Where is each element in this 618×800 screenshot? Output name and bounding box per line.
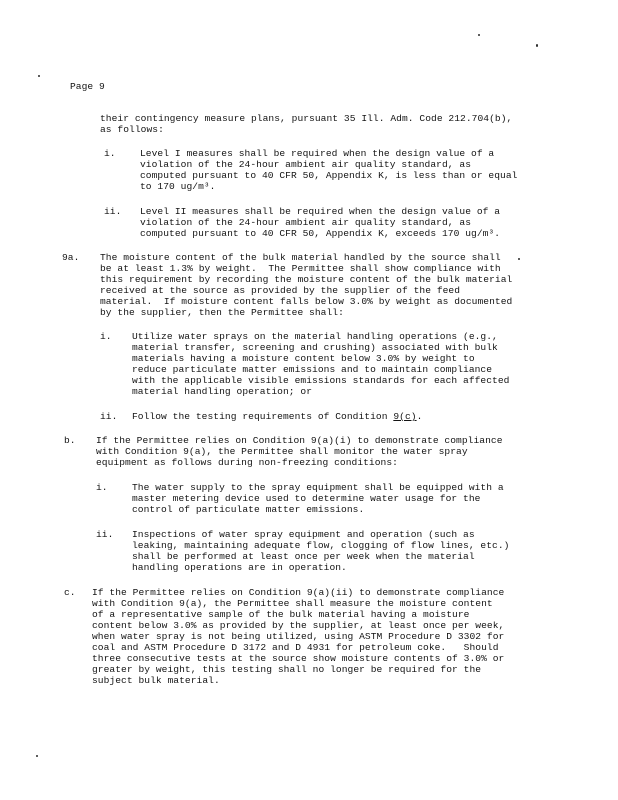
page-number: Page 9 bbox=[70, 81, 105, 92]
condition-9a-item-i-line: material transfer, screening and crushing) associated with bulk bbox=[132, 342, 498, 353]
condition-9a-line: received at the source as provided by the supplier of the feed bbox=[100, 285, 461, 296]
condition-c-line: of a representative sample of the bulk material having a moisture bbox=[92, 609, 470, 620]
condition-b-line: equipment as follows during non-freezing conditions: bbox=[96, 457, 398, 468]
condition-9a-item-i-line: material handling operation; or bbox=[132, 386, 313, 397]
condition-9a-item-i-line: Utilize water sprays on the material handling operations (e.g., bbox=[132, 331, 498, 342]
condition-9a-marker: 9a. bbox=[62, 252, 80, 263]
condition-b-item-ii-line: leaking, maintaining adequate flow, clogging of flow lines, etc.) bbox=[132, 540, 510, 551]
scan-speck bbox=[536, 44, 538, 47]
level-i-marker: i. bbox=[104, 148, 116, 159]
condition-c-line: coal and ASTM Procedure D 3172 and D 4931 for petroleum coke. Should bbox=[92, 642, 499, 653]
condition-b-item-i-line: control of particulate matter emissions. bbox=[132, 504, 365, 515]
condition-c-line: greater by weight, this testing shall no longer be required for the bbox=[92, 664, 482, 675]
level-ii-marker: ii. bbox=[104, 206, 122, 217]
condition-9a-item-ii-line bbox=[132, 411, 422, 422]
level-i-line: computed pursuant to 40 CFR 50, Appendix K, is less than or equal bbox=[140, 170, 518, 181]
scan-speck bbox=[38, 75, 40, 77]
condition-b-line: with Condition 9(a), the Permittee shall monitor the water spray bbox=[96, 446, 468, 457]
condition-b-item-ii-line: shall be performed at least once per week when the material bbox=[132, 551, 475, 562]
condition-c-line: subject bulk material. bbox=[92, 675, 220, 686]
condition-9a-line: by the supplier, then the Permittee shall: bbox=[100, 307, 344, 318]
condition-b-item-ii-marker: ii. bbox=[96, 529, 114, 540]
condition-b-item-i-line: master metering device used to determine water usage for the bbox=[132, 493, 481, 504]
level-ii-line: Level II measures shall be required when the design value of a bbox=[140, 206, 501, 217]
condition-9a-line: this requirement by recording the moisture content of the bulk material bbox=[100, 274, 513, 285]
condition-c-line: If the Permittee relies on Condition 9(a)(ii) to demonstrate compliance bbox=[92, 587, 505, 598]
condition-9a-item-ii-end: . bbox=[416, 411, 423, 422]
level-i-line: violation of the 24-hour ambient air quality standard, as bbox=[140, 159, 472, 170]
condition-b-line: If the Permittee relies on Condition 9(a)(i) to demonstrate compliance bbox=[96, 435, 503, 446]
condition-b-item-ii-line: Inspections of water spray equipment and operation (such as bbox=[132, 529, 475, 540]
condition-c-line: three consecutive tests at the source show moisture contents of 3.0% or bbox=[92, 653, 505, 664]
condition-9c-reference: 9(c) bbox=[393, 411, 417, 422]
condition-c-line: when water spray is not being utilized, using ASTM Procedure D 3302 for bbox=[92, 631, 505, 642]
condition-9a-line: be at least 1.3% by weight. The Permittee shall show compliance with bbox=[100, 263, 501, 274]
condition-9a-item-i-line: with the applicable visible emissions standards for each affected bbox=[132, 375, 510, 386]
level-i-line: Level I measures shall be required when the design value of a bbox=[140, 148, 495, 159]
condition-b-item-ii-line: handling operations are in operation. bbox=[132, 562, 347, 573]
condition-c-line: content below 3.0% as provided by the supplier, at least once per week, bbox=[92, 620, 505, 631]
condition-9a-item-i-marker: i. bbox=[100, 331, 112, 342]
intro-line: as follows: bbox=[100, 124, 164, 135]
condition-9a-item-i-line: materials having a moisture content below 3.0% by weight to bbox=[132, 353, 475, 364]
scan-speck bbox=[36, 755, 38, 757]
condition-9a-line: The moisture content of the bulk material handled by the source shall bbox=[100, 252, 501, 263]
condition-9a-item-ii-text: Follow the testing requirements of Condition bbox=[132, 411, 394, 422]
condition-9a-item-ii-marker: ii. bbox=[100, 411, 118, 422]
scan-speck bbox=[478, 34, 480, 36]
condition-b-item-i-marker: i. bbox=[96, 482, 108, 493]
level-ii-line: computed pursuant to 40 CFR 50, Appendix K, exceeds 170 ug/m³. bbox=[140, 228, 501, 239]
condition-b-item-i-line: The water supply to the spray equipment shall be equipped with a bbox=[132, 482, 504, 493]
condition-9a-item-i-line: reduce particulate matter emissions and to maintain compliance bbox=[132, 364, 493, 375]
level-ii-line: violation of the 24-hour ambient air quality standard, as bbox=[140, 217, 472, 228]
scan-speck bbox=[518, 258, 520, 260]
condition-c-line: with Condition 9(a), the Permittee shall measure the moisture content bbox=[92, 598, 493, 609]
level-i-line: to 170 ug/m³. bbox=[140, 181, 216, 192]
condition-9a-line: material. If moisture content falls below 3.0% by weight as documented bbox=[100, 296, 513, 307]
condition-c-marker: c. bbox=[64, 587, 76, 598]
intro-line: their contingency measure plans, pursuant 35 Ill. Adm. Code 212.704(b), bbox=[100, 113, 513, 124]
condition-b-marker: b. bbox=[64, 435, 76, 446]
